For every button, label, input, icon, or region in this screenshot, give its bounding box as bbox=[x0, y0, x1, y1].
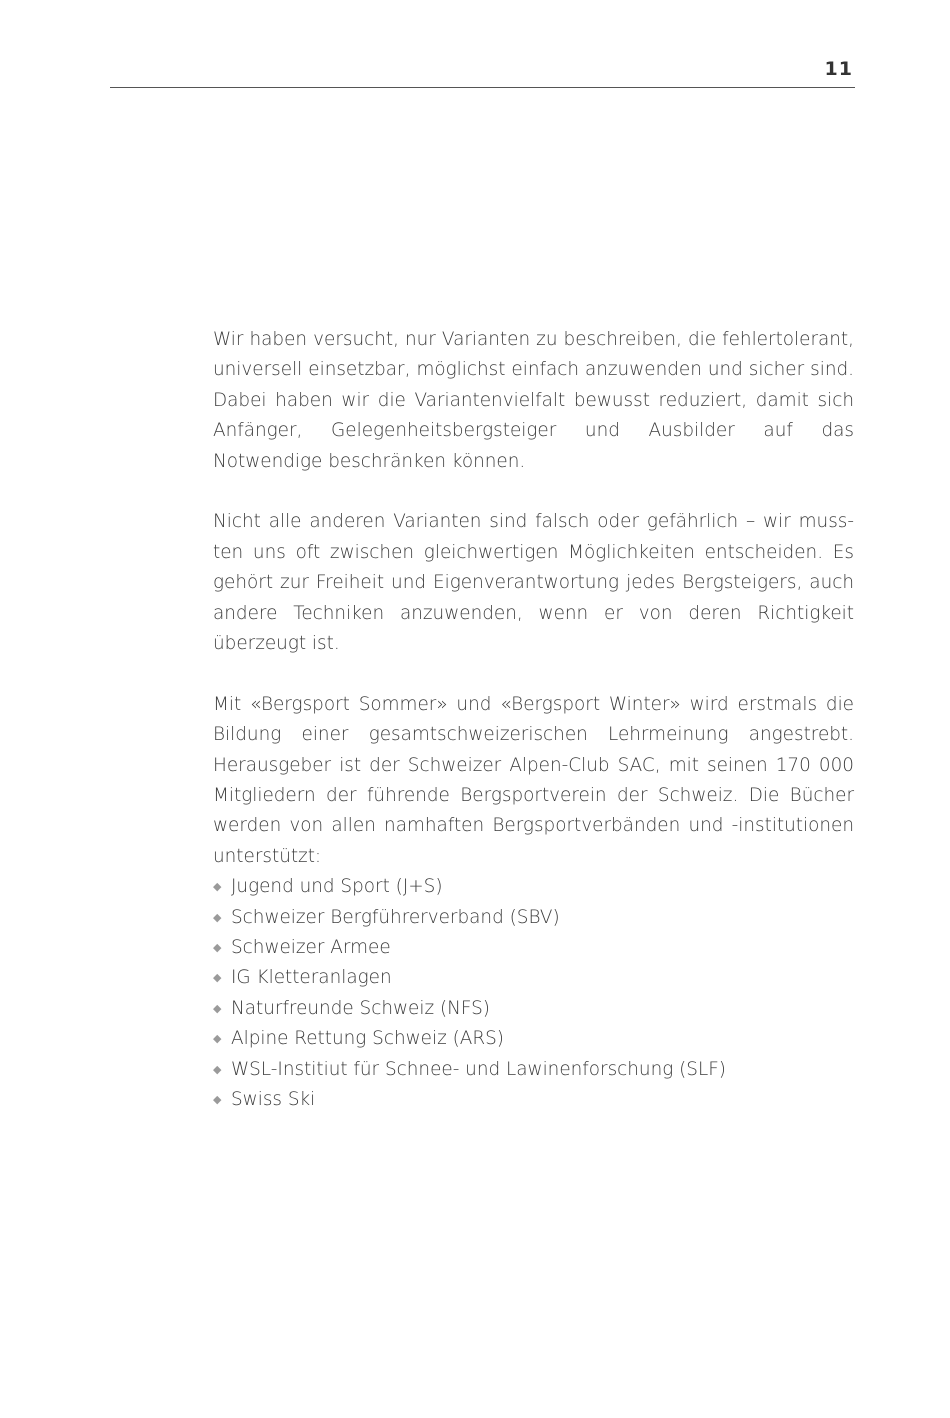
diamond-bullet-icon: ◆ bbox=[213, 1093, 222, 1107]
list-item-label: IG Kletteranlagen bbox=[231, 967, 392, 989]
list-item-label: Schweizer Bergführerverband (SBV) bbox=[231, 906, 560, 928]
diamond-bullet-icon: ◆ bbox=[213, 880, 222, 894]
diamond-bullet-icon: ◆ bbox=[213, 1062, 222, 1076]
list-item bbox=[213, 872, 854, 902]
list-item bbox=[213, 994, 854, 1024]
list-item-label: Schweizer Armee bbox=[231, 937, 391, 959]
list-item bbox=[213, 903, 854, 933]
list-item-label: Swiss Ski bbox=[231, 1089, 316, 1111]
list-item bbox=[213, 1055, 854, 1085]
diamond-bullet-icon: ◆ bbox=[213, 1001, 222, 1015]
paragraph-variants: Wir haben versucht, nur Varianten zu beschreiben, die fehlertolerant, universell einsetzbar, möglichst einfach anzuwenden und sicher sind. Dabei haben wir die Variantenvielfalt bewusst reduziert, damit sich Anfänger, Gelegenheitsbergsteiger und Ausbilder auf das Notwendige beschränken können. bbox=[213, 329, 854, 472]
list-item-label: Naturfreunde Schweiz (NFS) bbox=[231, 997, 490, 1019]
paragraph-alternatives: Nicht alle anderen Varianten sind falsch oder gefährlich – wir mussten uns oft zwischen gleichwertigen Möglichkeiten entscheiden. Es gehört zur Freiheit und Eigenverantwortung jedes Bergsteigers, auch andere Techniken anzuwenden, wenn er von deren Richtigkeit überzeugt ist. bbox=[213, 511, 854, 655]
list-item-label: Alpine Rettung Schweiz (ARS) bbox=[231, 1028, 504, 1050]
page-header bbox=[110, 56, 855, 88]
body-text bbox=[213, 325, 854, 1115]
paragraph-publisher: Mit «Bergsport Sommer» und «Bergsport Winter» wird erstmals die Bildung einer gesamtschweizerischen Lehrmeinung angestrebt. Herausgeber ist der Schweizer Alpen-Club SAC, mit seinen 170 000 Mitgliedern der führende Bergsportverein der Schweiz. Die Bücher werden von allen namhaften Bergsportverbänden und -institutionen unterstützt: bbox=[213, 693, 854, 867]
diamond-bullet-icon: ◆ bbox=[213, 971, 222, 985]
diamond-bullet-icon: ◆ bbox=[213, 1032, 222, 1046]
page-number: 11 bbox=[824, 58, 853, 80]
diamond-bullet-icon: ◆ bbox=[213, 941, 222, 955]
list-item bbox=[213, 933, 854, 963]
list-item bbox=[213, 1085, 854, 1115]
organization-list bbox=[213, 872, 854, 1115]
diamond-bullet-icon: ◆ bbox=[213, 910, 222, 924]
list-item bbox=[213, 1024, 854, 1054]
list-item bbox=[213, 963, 854, 993]
list-item-label: Jugend und Sport (J+S) bbox=[231, 876, 443, 898]
list-item-label: WSL-Institiut für Schnee- und Lawinenforschung (SLF) bbox=[231, 1058, 726, 1080]
